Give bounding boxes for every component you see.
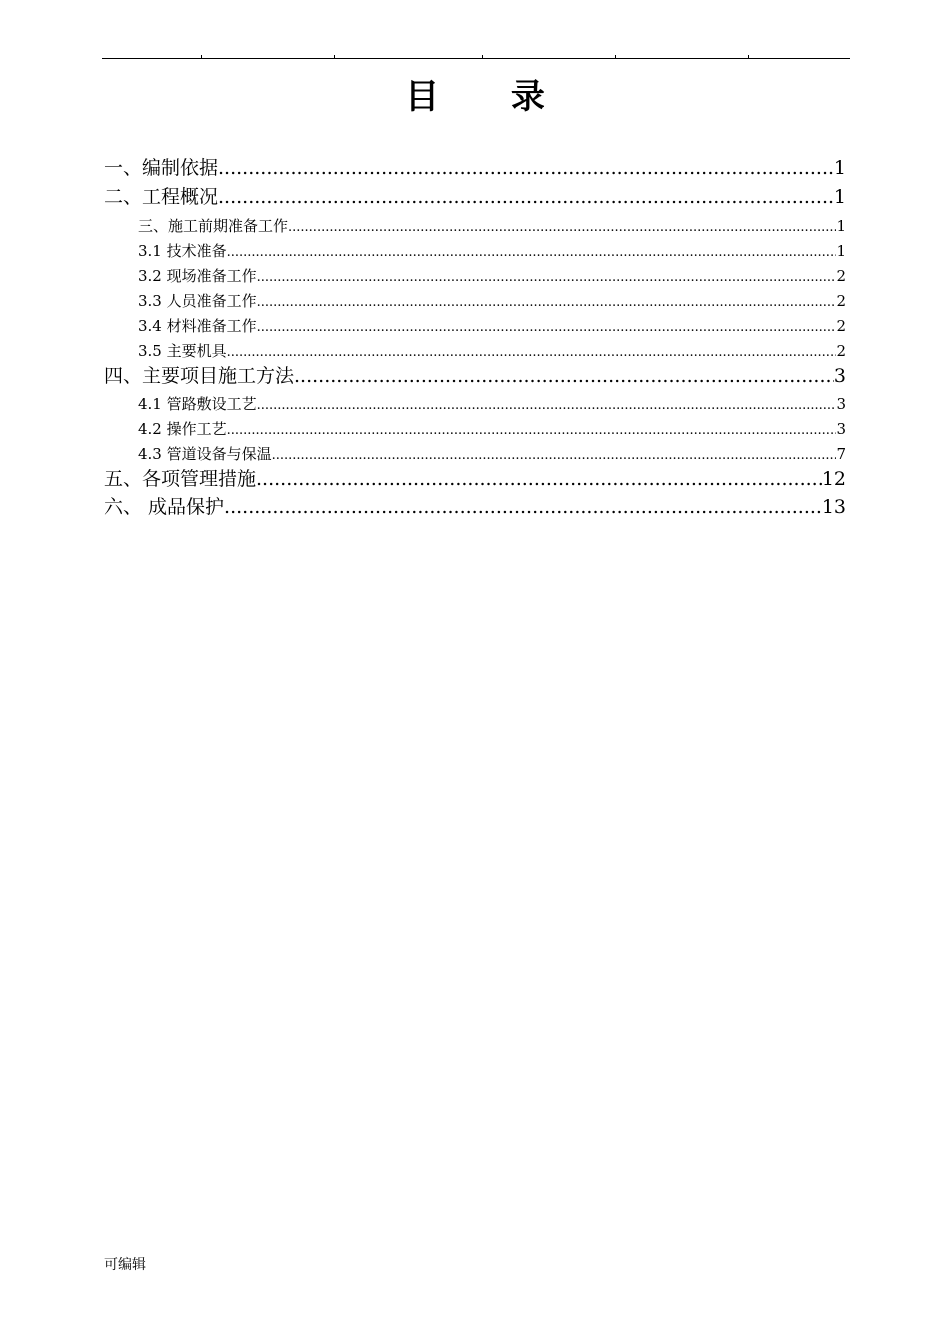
toc-entry-page: 2 xyxy=(836,317,846,335)
toc-entry[interactable] xyxy=(104,155,846,181)
header-tick xyxy=(201,55,202,58)
toc-entry-page: 1 xyxy=(833,186,846,208)
toc-entry-page: 2 xyxy=(836,342,846,360)
toc-leader xyxy=(224,494,822,520)
toc-leader xyxy=(218,155,834,181)
toc-entry-label: 3.3 人员准备工作 xyxy=(138,292,257,310)
toc-entry-page: 7 xyxy=(836,445,846,463)
toc-entry-label: 3.5 主要机具 xyxy=(138,342,227,360)
toc-entry-label: 4.1 管路敷设工艺 xyxy=(138,395,257,413)
toc-leader xyxy=(257,315,837,337)
toc-entry-page: 13 xyxy=(821,496,846,518)
toc-entry-label: 六、 成品保护 xyxy=(104,496,225,518)
toc-entry[interactable] xyxy=(138,393,846,415)
toc-entry-page: 3 xyxy=(836,395,846,413)
toc-entry-page: 2 xyxy=(836,267,846,285)
toc-entry-page: 3 xyxy=(836,420,846,438)
toc-leader xyxy=(256,466,822,492)
toc-entry-page: 1 xyxy=(836,242,846,260)
header-tick xyxy=(334,55,335,58)
toc-entry-page: 1 xyxy=(836,217,846,235)
toc-entry-label: 4.3 管道设备与保温 xyxy=(138,445,272,463)
toc-entry-page: 3 xyxy=(833,365,846,387)
page-title: 目 录 xyxy=(405,77,575,117)
toc-leader xyxy=(272,443,837,465)
toc-leader xyxy=(257,290,837,312)
toc-entry[interactable] xyxy=(104,494,846,520)
toc-entry[interactable] xyxy=(138,418,846,440)
toc-entry-label: 4.2 操作工艺 xyxy=(138,420,227,438)
header-rule xyxy=(102,58,850,59)
toc-entry[interactable] xyxy=(138,265,846,287)
toc-entry[interactable] xyxy=(138,240,846,262)
toc-leader xyxy=(227,340,837,362)
header-tick xyxy=(748,55,749,58)
toc-entry-label: 3.1 技术准备 xyxy=(138,242,227,260)
toc-entry[interactable] xyxy=(138,290,846,312)
toc-leader xyxy=(257,393,837,415)
toc-entry[interactable] xyxy=(104,363,846,389)
toc-leader xyxy=(227,240,837,262)
header-tick xyxy=(482,55,483,58)
toc-entry[interactable] xyxy=(104,184,846,210)
toc-entry-label: 四、主要项目施工方法 xyxy=(104,365,295,387)
footer-note: 可编辑 xyxy=(104,1257,146,1273)
toc-entry-label: 五、各项管理措施 xyxy=(104,468,257,490)
toc-entry-label: 三、施工前期准备工作 xyxy=(138,217,289,235)
toc-entry-page: 12 xyxy=(821,468,846,490)
toc-entry[interactable] xyxy=(138,340,846,362)
toc-entry[interactable] xyxy=(138,315,846,337)
toc-entry[interactable] xyxy=(104,466,846,492)
toc-entry-page: 2 xyxy=(836,292,846,310)
toc-leader xyxy=(288,215,836,237)
toc-leader xyxy=(294,363,834,389)
toc-entry-page: 1 xyxy=(833,157,846,179)
toc-entry-label: 一、编制依据 xyxy=(104,157,219,179)
toc-leader xyxy=(218,184,834,210)
toc-entry-label: 二、工程概况 xyxy=(104,186,219,208)
toc-leader xyxy=(257,265,837,287)
toc-leader xyxy=(227,418,837,440)
header-tick xyxy=(615,55,616,58)
toc-entry[interactable] xyxy=(138,443,846,465)
toc-entry-label: 3.4 材料准备工作 xyxy=(138,317,257,335)
toc-entry[interactable] xyxy=(138,215,846,237)
toc-entry-label: 3.2 现场准备工作 xyxy=(138,267,257,285)
